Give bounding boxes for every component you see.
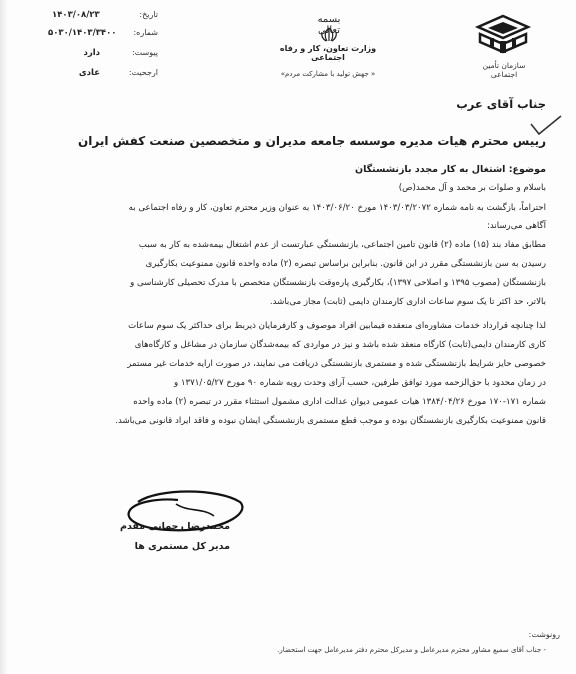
subject-line: موضوع: اشتغال به کار مجدد بازنشستگان: [354, 164, 546, 175]
emblem-text: بسمه تعالی: [317, 14, 341, 36]
body-line: احتراماً، بازگشت به نامه شماره ۱۴۰۳/۰۳/۲۰۷۲ مورخ ۱۴۰۳/۰۶/۲۰ به عنوان وزیر محترم تعاون، کار و رفاه اجتماعی به: [128, 203, 546, 213]
meta-date-label: تاریخ:: [139, 10, 158, 19]
body-line: بازنشستگان (مصوب ۱۳۹۵ و اصلاحی ۱۳۹۷)، بکارگیری پاره‌وقت بازنشستگان متخصص با مدرک تحصیلی کارشناسی و: [130, 278, 546, 288]
meta-priority-value: عادی: [78, 68, 100, 78]
body-line: مطابق مفاد بند (۱۵) ماده (۲) قانون تامین اجتماعی، بازنشستگی عبارتست از عدم اشتغال بیمه‌شده به کار به سبب: [138, 240, 546, 250]
addressee-title: رییس محترم هیات مدیره موسسه جامعه مدیران و متخصصین صنعت کفش ایران: [78, 134, 546, 148]
body-line: در زمان محدود با حق‌الزحمه مورد توافق طرفین، حسب آرای وحدت رویه شماره ۹۰ مورخ ۱۳۷۱/۰۵/۲۷ و: [174, 378, 546, 388]
slogan: « جهش تولید با مشارکت مردم»: [280, 70, 376, 78]
signer-name: محمدرضا رحمانی مقدم: [119, 521, 230, 532]
meta-number-label: شماره:: [133, 28, 158, 37]
cc-label: رونوشت:: [528, 630, 560, 639]
body-line: رسیدن به سن بازنشستگی مقرر در این قانون. بنابراین براساس تبصره (۲) ماده واحده قانون ممنوعیت بکارگیری: [145, 259, 546, 269]
meta-priority-label: ارجحیت:: [128, 68, 158, 77]
signer-title: مدیر کل مستمری ها: [134, 541, 230, 552]
meta-attachment-value: دارد: [83, 48, 100, 58]
iran-emblem-icon: [319, 27, 339, 42]
salutation: باسلام و صلوات بر محمد و آل محمد(ص): [398, 183, 546, 193]
scan-edge: [0, 0, 8, 674]
ministry-name: وزارت تعاون، کار و رفاه اجتماعی: [279, 44, 377, 62]
body-line: آگاهی می‌رساند:: [486, 221, 546, 231]
handwritten-signature: [118, 482, 250, 546]
body-line: لذا چنانچه قرارداد خدمات مشاوره‌ای منعقده فیمابین افراد موصوف و کارفرمایان ذیربط برای حداکثر یک سوم ساعات: [128, 321, 546, 331]
body-line: کاری کارمندان دایمی(ثابت) کارگاه منعقد شده باشد و نیز در مواردی که بیمه‌شدگان سازمان در مشاغل و کارگاه‌های: [134, 340, 546, 350]
social-security-logo: [474, 14, 532, 58]
cc-line: - جناب آقای سمیع مشاور محترم مدیرعامل و مدیرکل محترم دفتر مدیرعامل جهت استحضار.: [277, 646, 546, 654]
meta-number-value: ۵۰۳۰/۱۴۰۳/۳۴۰۰: [48, 28, 117, 38]
meta-attachment-label: پیوست:: [131, 48, 158, 57]
body-line: بالاتر، حد اکثر تا یک سوم ساعات اداری کارمندان دایمی (ثابت) مجاز می‌باشد.: [269, 297, 546, 307]
body-line: شماره ۱۷۱-۱۷۰ مورخ ۱۳۸۴/۰۴/۲۶ هیات عمومی دیوان عدالت اداری مشمول استثناء مقرر در تبصره (۲) ماده واحده: [133, 397, 546, 407]
logo-caption: سازمان تأمین اجتماعی: [482, 61, 526, 79]
body-line: خصوصی حایز شرایط بازنشستگی شده و مستمری بازنشستگی دریافت می نمایند، در صورت ارایه خدمات غیر مستمر: [127, 359, 546, 369]
body-line: قانون ممنوعیت بکارگیری بازنشستگان بوده و موجب قطع مستمری بازنشستگی ایشان نبوده و فاقد ایراد قانونی می‌باشد.: [115, 416, 546, 426]
addressee: جناب آقای عرب: [456, 97, 546, 111]
meta-date-value: ۱۴۰۳/۰۸/۲۳: [52, 10, 100, 20]
